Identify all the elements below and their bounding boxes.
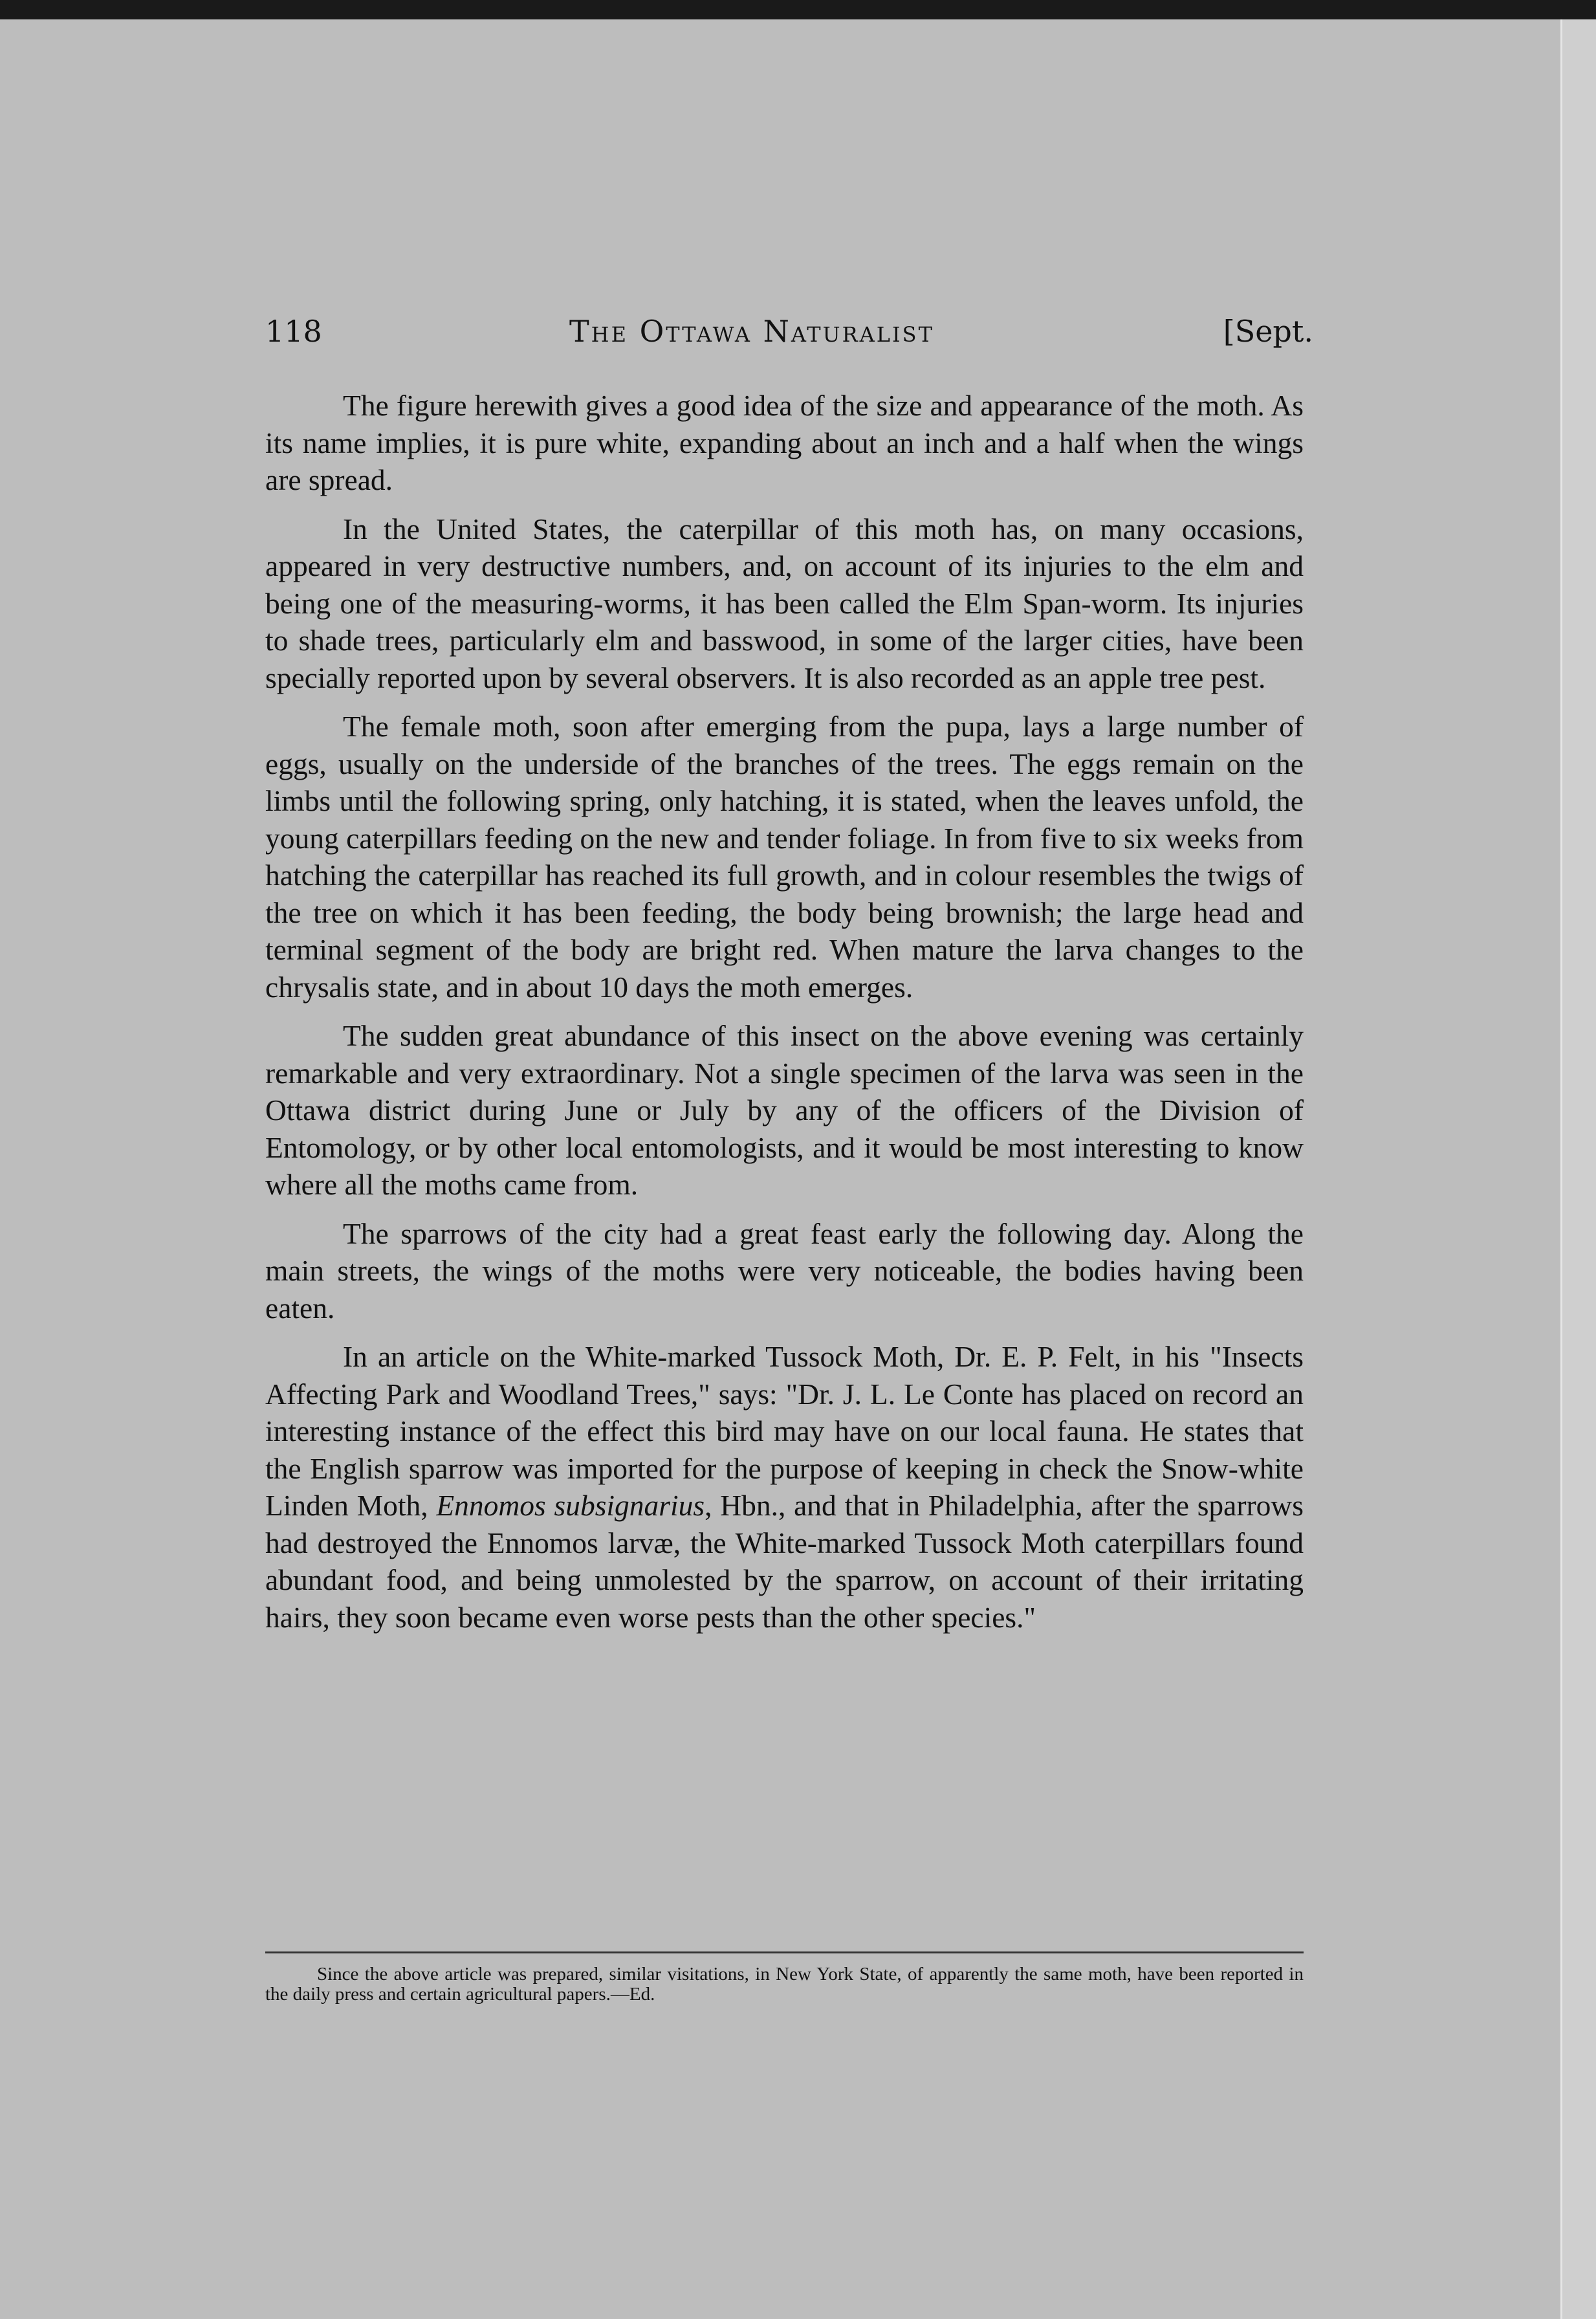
page-number: 118 xyxy=(265,314,322,349)
footnote-rule xyxy=(265,1951,1304,1953)
paragraph: The sparrows of the city had a great feast early the following day. Along the main streets, the wings of the moths were very noticeable, the bodies having been eaten. xyxy=(265,1216,1304,1324)
running-header xyxy=(265,314,1313,359)
footnote xyxy=(265,1964,1304,2005)
article-body xyxy=(265,387,1304,1647)
footnote-text: Since the above article was prepared, similar visitations, in New York State, of apparently the same moth, have been reported in the daily press and certain agricultural papers.—Ed. xyxy=(265,1964,1304,2005)
paragraph: The female moth, soon after emerging from the pupa, lays a large number of eggs, usually on the underside of the branches of the trees. The eggs remain on the limbs until the following spring, only hatching, it is stated, when the leaves unfold, the young caterpillars feeding on the new and tender foliage. In from five to six weeks from hatching the caterpillar has reached its full growth, and in colour resembles the twigs of the tree on which it has been feeding, the body being brownish; the large head and terminal segment of the body are bright red. When mature the larva changes to the chrysalis state, and in about 10 days the moth emerges. xyxy=(265,710,1304,1004)
scan-page-edge xyxy=(1560,19,1596,2319)
issue-month: [Sept. xyxy=(1223,314,1313,349)
paragraph: In the United States, the caterpillar of this moth has, on many occasions, appeared in very destructive numbers, and, on account of its injuries to the elm and being one of the measuring-worms, it has been called the Elm Span-worm. Its injuries to shade trees, particularly elm and basswood, in some of the larger cities, have been specially reported upon by several observers. It is also recorded as an apple tree pest. xyxy=(265,512,1304,694)
quotation-text: , Hbn., and that in Philadelphia, after the sparrows had destroyed the Ennomos larvæ, the White-marked Tussock Moth caterpillars found abundant food, and being unmolested by the sparrow, on account of their irritating hairs, they soon became even worse pests than the other species." xyxy=(265,1489,1304,1634)
journal-title: The Ottawa Naturalist xyxy=(569,314,934,349)
paragraph: The figure herewith gives a good idea of the size and appearance of the moth. As its name implies, it is pure white, expanding about an inch and a half when the wings are spread. xyxy=(265,389,1304,496)
paragraph-quotation xyxy=(265,1338,1304,1636)
species-name: Ennomos subsignarius xyxy=(436,1489,705,1522)
quotation-text: In an article on the White-marked Tussock Moth, Dr. E. P. Felt, in his "Insects Affecting Park and Woodland Trees," says: "Dr. J. L. Le Conte has placed on record an interesting instance of the effect this bird may have on our local fauna. He states that the English sparrow was imported for the purpose of keeping in check the Snow-white Linden Moth, xyxy=(265,1340,1304,1522)
scan-top-border xyxy=(0,0,1596,19)
paragraph: The sudden great abundance of this insect on the above evening was certainly remarkable and very extraordinary. Not a single specimen of the larva was seen in the Ottawa district during June or July by any of the officers of the Division of Entomology, or by other local entomologists, and it would be most interesting to know where all the moths came from. xyxy=(265,1019,1304,1201)
